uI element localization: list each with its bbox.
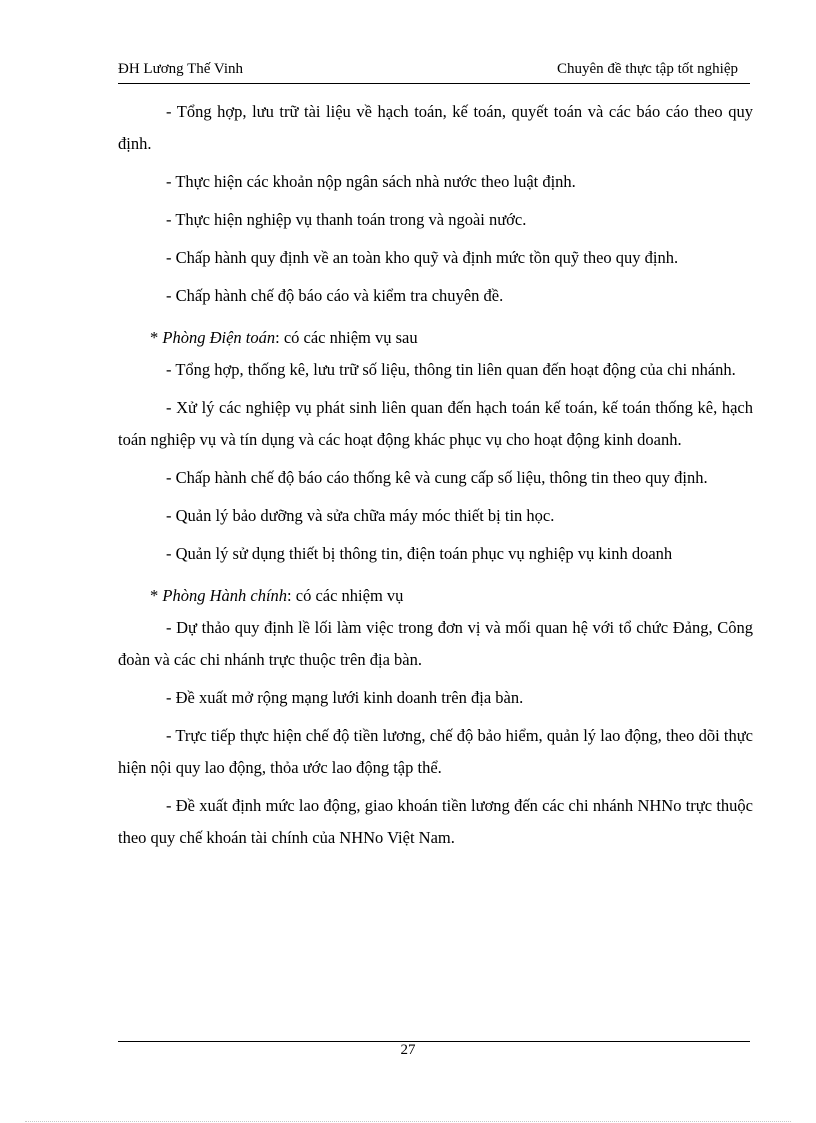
section-suffix: : có các nhiệm vụ sau <box>275 328 418 347</box>
list-item: - Quản lý sử dụng thiết bị thông tin, điện toán phục vụ nghiệp vụ kinh doanh <box>166 544 673 563</box>
section-heading-hanhchinh <box>118 580 753 612</box>
list-item: - Đề xuất định mức lao động, giao khoán tiền lương đến các chi nhánh NHNo trực thuộc theo quy chế khoán tài chính của NHNo Việt Nam. <box>118 796 753 847</box>
section-bullet: * <box>150 586 163 605</box>
document-body <box>118 96 753 854</box>
paragraph: - Thực hiện các khoản nộp ngân sách nhà nước theo luật định. <box>166 172 576 191</box>
paragraph: - Chấp hành chế độ báo cáo và kiểm tra chuyên đề. <box>166 286 504 305</box>
paragraph: - Thực hiện nghiệp vụ thanh toán trong và ngoài nước. <box>166 210 527 229</box>
page-bottom-edge <box>25 1121 791 1122</box>
page-header <box>118 61 750 84</box>
list-item: - Dự thảo quy định lề lối làm việc trong đơn vị và mối quan hệ với tổ chức Đảng, Công đoàn và các chi nhánh trực thuộc trên địa bàn. <box>118 618 753 669</box>
section-heading-dientoan <box>118 322 753 354</box>
header-document-title: Chuyên đề thực tập tốt nghiệp <box>556 61 738 77</box>
section-bullet: * <box>150 328 163 347</box>
list-item: - Trực tiếp thực hiện chế độ tiền lương, chế độ bảo hiểm, quản lý lao động, theo dõi thực hiện nội quy lao động, thỏa ước lao động tập thể. <box>118 726 753 777</box>
list-item: - Tổng hợp, thống kê, lưu trữ số liệu, thông tin liên quan đến hoạt động của chi nhánh. <box>166 360 736 379</box>
list-item: - Chấp hành chế độ báo cáo thống kê và cung cấp số liệu, thông tin theo quy định. <box>166 468 708 487</box>
section-title: Phòng Điện toán <box>162 328 276 347</box>
section-suffix: : có các nhiệm vụ <box>287 586 404 605</box>
paragraph: - Tổng hợp, lưu trữ tài liệu về hạch toán, kế toán, quyết toán và các báo cáo theo quy định. <box>118 102 753 153</box>
section-title: Phòng Hành chính <box>162 586 288 605</box>
header-institution: ĐH Lương Thế Vinh <box>118 61 244 77</box>
list-item: - Xử lý các nghiệp vụ phát sinh liên quan đến hạch toán kế toán, kế toán thống kê, hạch toán nghiệp vụ và tín dụng và các hoạt động khác phục vụ cho hoạt động kinh doanh. <box>118 398 753 449</box>
list-item: - Đề xuất mở rộng mạng lưới kinh doanh trên địa bàn. <box>166 688 524 707</box>
paragraph: - Chấp hành quy định về an toàn kho quỹ và định mức tồn quỹ theo quy định. <box>166 248 679 267</box>
page-number: 27 <box>400 1042 416 1058</box>
list-item: - Quản lý bảo dưỡng và sửa chữa máy móc thiết bị tin học. <box>166 506 555 525</box>
